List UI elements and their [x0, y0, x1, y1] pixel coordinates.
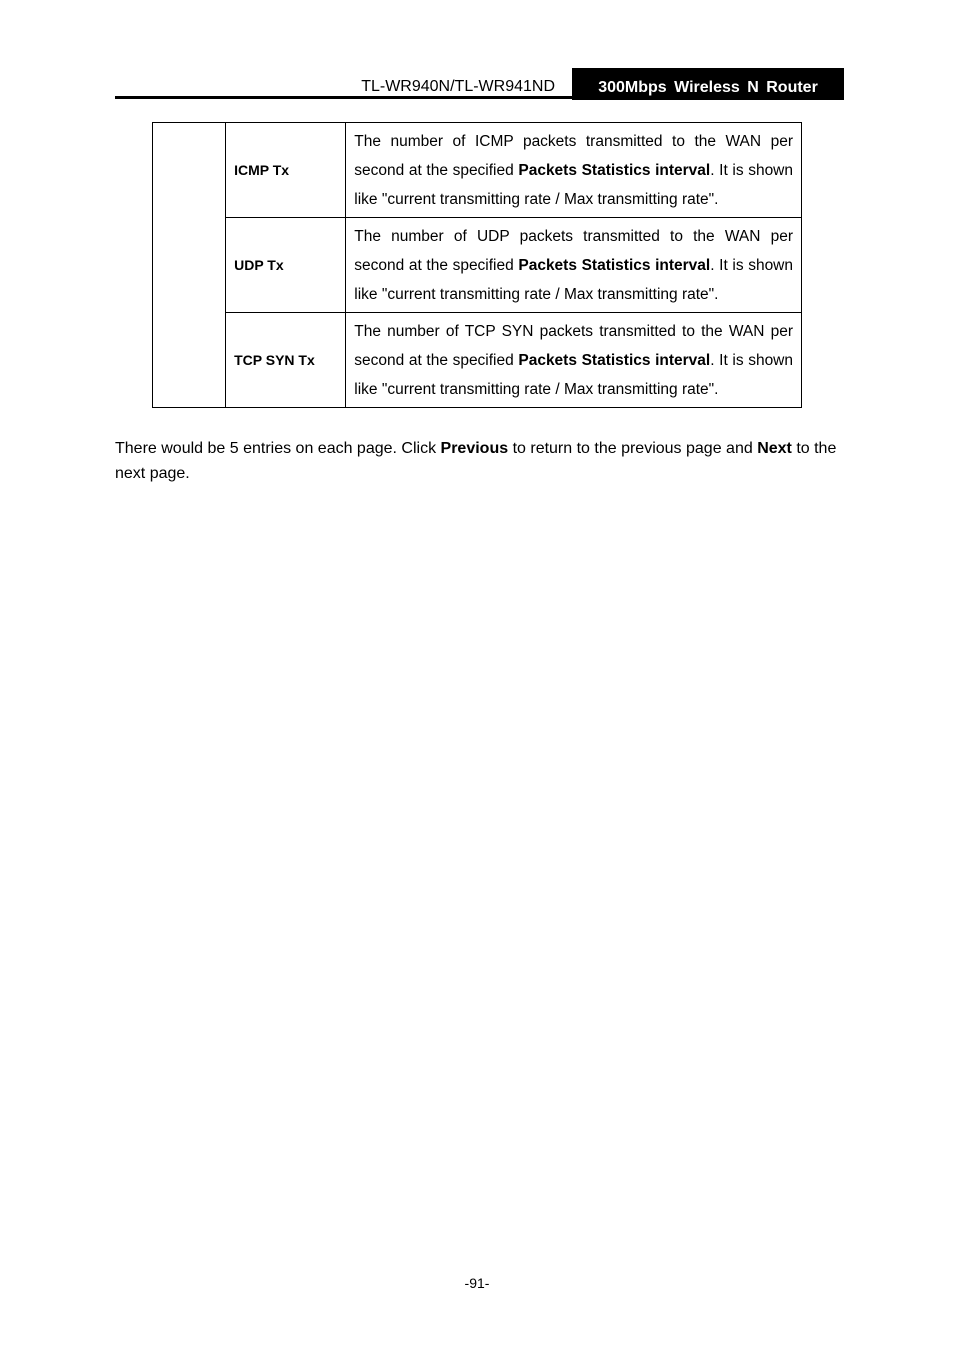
pagination-instructions: There would be 5 entries on each page. Click Previous to return to the previous page and Next to the next page. — [115, 440, 837, 482]
group-cell — [153, 123, 226, 408]
table-row-udp-tx — [153, 218, 802, 313]
row-description: The number of TCP SYN packets transmitted to the WAN per second at the specified Packets Statistics interval. It is shown like "current transmitting rate / Max transmitting rate". — [346, 313, 802, 408]
header-product-title: 300Mbps Wireless N Router — [572, 68, 844, 100]
table-row-icmp-tx — [153, 123, 802, 218]
row-name: ICMP Tx — [226, 123, 346, 218]
page-number: -91- — [464, 1275, 490, 1291]
packets-statistics-interval-term: Packets Statistics interval — [518, 257, 711, 274]
packet-statistics-table — [152, 122, 802, 408]
row-name: TCP SYN Tx — [226, 313, 346, 408]
next-term: Next — [757, 440, 792, 457]
page-header — [115, 68, 844, 100]
packets-statistics-interval-term: Packets Statistics interval — [518, 162, 711, 179]
row-name: UDP Tx — [226, 218, 346, 313]
previous-term: Previous — [440, 440, 509, 457]
row-description: The number of ICMP packets transmitted to the WAN per second at the specified Packets Statistics interval. It is shown like "current transmitting rate / Max transmitting rate". — [346, 123, 802, 218]
table-row-tcp-syn-tx — [153, 313, 802, 408]
header-model-name: TL-WR940N/TL-WR941ND — [361, 78, 555, 95]
packets-statistics-interval-term: Packets Statistics interval — [518, 352, 711, 369]
row-description: The number of UDP packets transmitted to the WAN per second at the specified Packets Statistics interval. It is shown like "current transmitting rate / Max transmitting rate". — [346, 218, 802, 313]
